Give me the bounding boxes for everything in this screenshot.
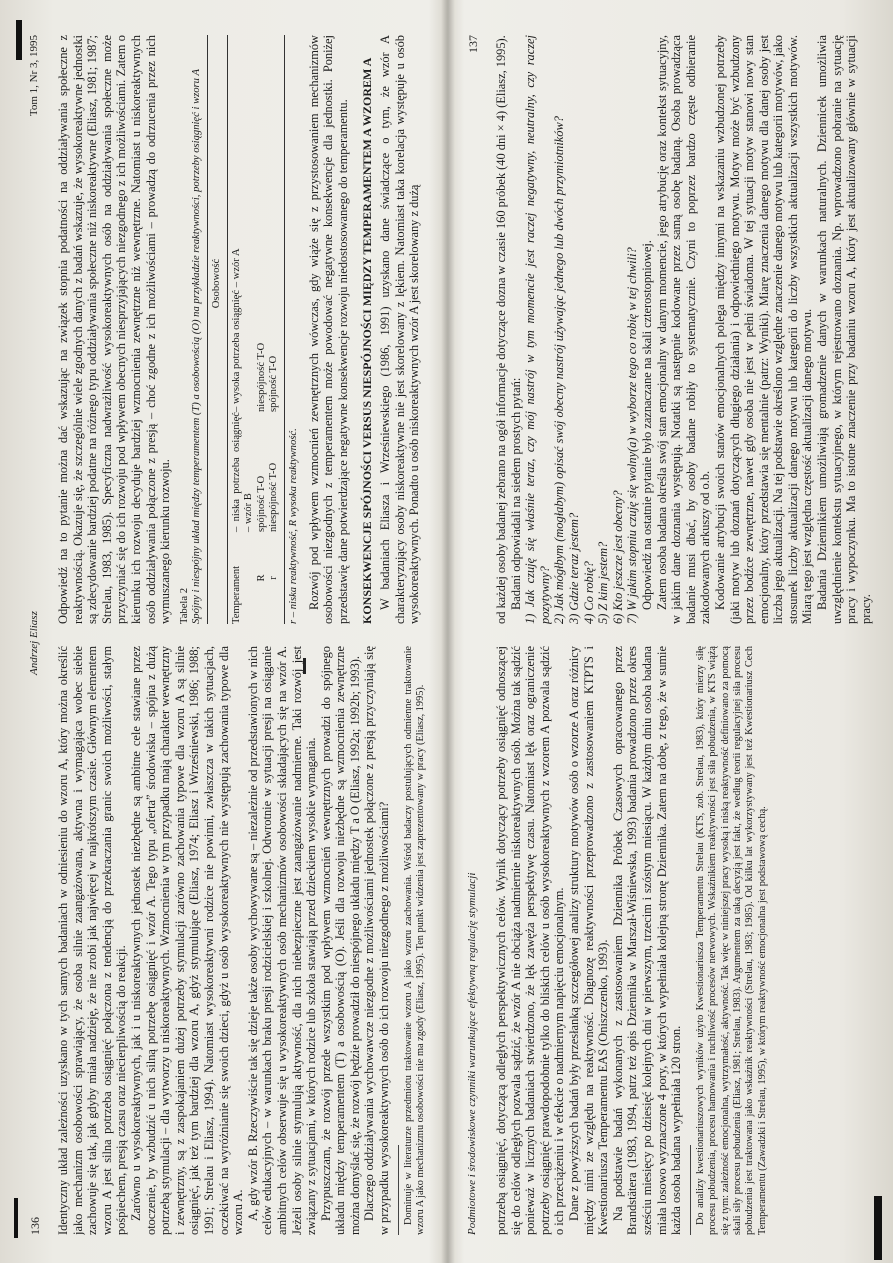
running-head-left: [28, 35, 46, 1235]
table-2: [179, 35, 301, 624]
table-cell: niespójność T-O: [268, 462, 280, 532]
table-row: [231, 35, 256, 624]
book-binding-shadow: [441, 0, 455, 1263]
right-column-2: [494, 35, 880, 624]
paragraph: Identyczny układ zależności uzyskano w tych samych badaniach w odniesieniu do wzoru A, który można określić jako mechanizm osobowości sprawiający, że osoba silnie zaangażowana, aktywna i wymagająca wobec siebie zachowuje się tak, jak gdyby miała nadzieję, że nie zrobi jak najwięcej w najkrótszym czasie. Głównym elementem wzoru A jest silna potrzeba osiągnięć połączona z tendencją do przekraczania granic swoich możliwości, stałym pośpiechem, presją czasu oraz niecierpliwością do reakcji.: [56, 646, 129, 1235]
table-cell: spójność T-O: [268, 355, 280, 412]
paragraph: Dlaczego oddziaływania wychowawcze niezgodne z możliwościami jednostek połączone z presją przyczyniają się w przypadku wysokoreaktywnych osób do ich rozwoju niezgodnego z możliwościami?: [362, 646, 392, 1235]
table-row-label: R: [255, 574, 267, 582]
paragraph: potrzebą osiągnięć, dotyczącą odległych perspektywicznych celów. Wynik dotyczący potrzeby osiągnięć odnoszącej się do celów odległych pozwala sądzić, że wzór A nie obciąża nadmiernie niskoreaktywnych osób. Można tak sądzić ponieważ w licznych badaniach stwierdzono, że lęk zawęża perspektywę czasu. Natomiast lęk oraz ograniczenie potrzeby osiągnięć prawdopodobnie tylko do bliskich celów u osób wysokoreaktywnych z wzorem A pozwala sądzić o ich przeciążeniu i w efekcie o nadmiernym napięciu emocjonalnym.: [494, 646, 567, 1235]
footnote: Dominuje w literaturze przedmiotu traktowanie wzoru A jako wzoru zachowania. Wśród badaczy postulujących odmienne traktowanie wzoru A jako mechanizmu osobowości nie ma zgody (Eliasz, 1995). Ten punkt widzenia jest zaprezentowany w pracy (Eliasz, 1995).: [402, 646, 427, 1235]
paragraph: Rozwój pod wpływem wzmocnień zewnętrznych wówczas, gdy wiąże się z przystosowaniem mechanizmów osobowości niezgodnych z temperamentem może powodować negatywne konsekwencje dla jednostki. Poniżej przedstawię dane potwierdzające negatywne konsekwencje rozwoju niedostosowanego do temperamentu.: [306, 35, 350, 624]
table-cell: – niska potrzeba osiągnięć – wzór B: [230, 412, 255, 532]
table-note: r – niska reaktywność, R wysoka reaktywność.: [287, 428, 299, 624]
paragraph: Zarówno u wysokoreaktywnych, jak i u niskoreaktywnych jednostek niezbędne są ambitne cele stawiane przez otoczenie, by wzbudzić u nich silną potrzebę osiągnięć i wzór A. Tego typu „oferta” środowiska – spójna z dużą potrzebą stymulacji – dla wytworzy u niskoreaktywnych. Wzmocnienia w tym przypadku mają charakter wewnętrzny i zewnętrzny, są z zaspokajaniem dużej potrzeby stymulacji zarówno zachowania typowe dla wzoru A są silnie osiągnięć, jak też tym bardziej dla wzoru A, gdyż stymulujące (Eliasz, 1974; Eliasz i Wrześniewski, 1986; 1988; 1991; Strelau i Eliasz, 1994). Natomiast wysokoreaktywni rodzice nie powinni, zwłaszcza w takich sytuacjach, oczekiwać na wyróżnianie się swoich dzieci, gdyż u osób wysokoreaktywnych nie występują zachowania typowe dla wzoru A.: [128, 646, 246, 1235]
paragraph: Badania Dziennikiem umożliwiają gromadzenie danych w warunkach naturalnych. Dziennicek umożliwia uwzględnienie kontekstu sytuacyjnego, w którym rejestrowano doznania. Np. wprowadzono pobranie na sytuację pracy i wypoczynku. Ma to istotne znaczenie przy badaniu wzoru A, który jest aktualizowany głównie w sytuacji pracy.: [815, 35, 873, 624]
paragraph: Odpowiedź na to pytanie można dać wskazując na związek stopnia podatności na oddziaływania społeczne z reaktywnością. Okazuje się, że szczególnie wiele zgodnych danych z badań wskazuje, że wysokoreaktywne jednostki są zdecydowanie bardziej podatne na różnego typu oddziaływania społeczne niż niskoreaktywne (Eliasz, 1981; 1987; Strelau, 1983, 1985). Specyficzna nadwrażliwość wysokoreaktywnych osób na oddziaływania społeczne może przyczyniać się do ich rozwoju pod wpływem obecnych niesprzyjających niezgodnego z ich możliwościami. Zatem o kierunku ich rozwoju decyduje bardziej wzmocnienia zewnętrzne niż wewnętrzne. Natomiast u niskoreaktywnych osób oddziaływania połączone z presją – choć zgodne z ich możliwościami – prowadzą do odrzucenia przez nich wymuszanego kierunku rozwoju.: [56, 35, 173, 624]
left-page-columns: [56, 35, 442, 1235]
table-cell: – wysoka potrzeba osiągnięć – wzór A: [230, 248, 242, 412]
paragraph: Badani odpowiadali na siedem prostych pytań:: [508, 377, 523, 610]
table-header-row: [211, 35, 224, 624]
page-number-left: 136: [28, 1217, 42, 1235]
table-row: [268, 35, 281, 624]
table-subtitle: Spójny i niespójny układ między temperamentem (T) a osobowością (O) na przykładzie reaktywności, potrzeby osiągnięć i wzoru A: [191, 69, 203, 624]
left-column-2: [56, 35, 442, 624]
question-item: 4) Co robię?: [581, 561, 596, 624]
table-rule: [207, 35, 208, 624]
table-row-label: r: [268, 576, 280, 580]
question-item: 1) Jak czuję się właśnie teraz, czy mój nastrój w tym momencie jest raczej negatywny, neutralny, czy raczej pozytywny?: [523, 35, 552, 624]
running-head-right: [466, 35, 484, 1235]
question-item: 5) Z kim jestem?: [596, 541, 611, 624]
paragraph: Na podstawie badań wykonanych z zastosowaniem Dziennika Próbek Czasowych opracowanego przez Brandstätera (1983, 1994, patrz też opis Dziennika w Marszał-Wiśniewska, 1993) badania prowadzono przez okres sześciu miesięcy po dziesięć kolejnych dni w pierwszym, trzecim i szóstym miesiącu. W każdym dniu osoba badana miała losowo wyznaczone 4 pory, w których wypełniała kolejną stronę Dziennika. Zatem na dobę, z tego, że w sumie każda osoba badana wypełniała 120 stron.: [610, 646, 684, 1235]
section-title: KONSEKWENCJE SPÓJNOŚCI VERSUS NIESPÓJNOŚCI MIĘDZY TEMPERAMENTEM A WZOREM A: [360, 57, 375, 624]
paragraph: od każdej osoby badanej zebrano na ogół informacje dotyczące dozna w czasie 160 próbek (40 dni × 4) (Eliasz, 1995).: [494, 35, 508, 624]
paragraph: A, gdy wzór B. Rzeczywiście tak się dzieje także osoby wychowywane są – niezależnie od przedstawionych w nich celów edukacyjnych – w warunkach braku presji rodzicielskiej i szkolnej. Odwrotnie w sytuacji presji na osiąganie ambitnych celów obserwuje się u wysokoreaktywnych osób mechanizmów osobowości składających się na wzór A. Jeżeli osoby silnie stymulują aktywność, dla nich niebezpieczne jest zaangażowanie nadmierne. Taki rozwój jest związany z sytuacjami, w których rodzice lub szkoła stawiają przed dzieckiem wysokie wymagania.: [245, 646, 319, 1235]
footnote-rule: [690, 1145, 691, 1235]
table-row-label: Temperament: [230, 565, 242, 624]
paragraph: Przypuszczam, że rozwój przede wszystkim pod wpływem wzmocnień wewnętrznych prowadzi do spójnego układu między temperamentem (T) a osobowością (O). Jeśli dla rozwoju niezbędne są wzmocnienia zewnętrzne można domyślać się, że rozwój będzie prowadził do niespójnego układu między T a O (Eliasz, 1992a; 1992b; 1993).: [318, 646, 362, 1235]
question-item: 7) W jakim stopniu czuję się wolny(a) w wyborze tego co robię w tej chwili?: [625, 247, 640, 624]
paragraph: W badaniach Eliasza i Wrześniewskiego (1986, 1991) uzyskano dane świadczące o tym, że wzór A charakteryzujący osoby niskoreaktywne nie jest skorelowany z lękiem. Natomiast taka korelacja występuje u osób wysokoreaktywnych. Ponadto u osób niskoreaktywnych wzór A jest skorelowany z dużą: [378, 35, 422, 624]
paragraph: Odpowiedź na ostatnie pytanie było zaznaczane na skali czterostopniowej.: [639, 240, 654, 610]
table-cell: spójność T-O: [255, 475, 267, 532]
footnote-rule: [398, 1145, 399, 1235]
paragraph: Zatem osoba badana określa swój stan emocjonalny w danym momencie, jego atrybucję oraz kontekst sytuacyjny, w jakim dane doznania występują. Notatki są następnie kodowane przez samą osobę badaną. Osoba prowadząca badanie musi dbać, by osoby badane robiły to systematycznie. Czyni to poprzez bardzo częste odbieranie zakodowanych arkuszy od o.b.: [654, 35, 713, 624]
table-rule: [284, 35, 285, 624]
left-page: [22, 35, 442, 1235]
scan-edge-bottom-left: [14, 1198, 18, 1238]
right-page-columns: [494, 35, 880, 1235]
table-cell: niespójność T-O: [255, 342, 267, 412]
table-caption: Tabela 2: [178, 587, 190, 624]
page-number-right: 137: [466, 35, 480, 53]
running-volume: Tom 1, Nr 3, 1995: [28, 35, 40, 117]
running-author: Andrzej Eliasz: [28, 611, 40, 675]
table-rule: [227, 35, 228, 624]
question-item: 6) Kto jeszcze jest obecny?: [610, 490, 625, 624]
table-row: [256, 35, 269, 624]
paragraph: Kodowanie atrybucji swoich stanów emocjonalnych polega między innymi na wskazaniu wzbudzonej potrzeby (jaki motyw lub doznań dotyczących długiego działania) i odpowiedniego motywu. Motyw może być wzbudzony przez bodźce zewnętrzne, nawet gdy osoba nie jest w pełni świadoma. W tej sytuacji motyw stanowi nowy stan emocjonalny, który przedstawia się mentalnie (patrz: Wyniki). Miarę znaczenia danego motywu dla danej osoby jest liczba jego aktualizacji. Na tej podstawie określono względne znaczenie danego motywu lub kategorii motywów, jako stosunek liczby aktualizacji danego motywu lub kategorii do liczby wszystkich aktualizacji wszystkich motywów. Miarą tego jest względna częstość aktualizacji danego motywu.: [712, 35, 815, 624]
question-item: 3) Gdzie teraz jestem?: [566, 512, 581, 624]
right-column-1: [494, 646, 880, 1235]
paragraph: Dane z powyższych badań były przesłanką szczegółowej analizy struktury motywów osób o wzorze A oraz różnicy między nimi ze względu na reaktywność. Diagnozę reaktywności przeprowadzono z zastosowaniem KTPTS i Kwestionariusza Temperamentu EAS (Oniszczenko, 1993).: [566, 646, 611, 1235]
footnote: Do analizy kwestionariuszowych wyników użyto Kwestionariusza Temperamentu Strelau (KTS, zob. Strelau, 1983), który mierzy siłę procesu pobudzenia, procesu hamowania i ruchliwość procesów nerwowych. Wskaźnikiem reaktywności jest siła pobudzenia, w KTS wiążą się z tym: zależność emocjonalna, wytrzymałość, aktywność. Tak więc w niniejszej pracy wysoką i niską reaktywność definiowano za pomocą skali siły procesu pobudzenia (Eliasz, 1981; Strelau, 1983). Argumentem za taką decyzją jest fakt, że według teorii regulacyjnej siła procesu pobudzenia jest traktowana jako wskaźnik reaktywności (Strelau, 1983; 1985). Od kilku lat wykorzystywany jest też Kwestionariusz Cech Temperamentu (Zawadzki i Strelau, 1995), w którym reaktywność emocjonalna jest podstawową cechą.: [694, 646, 768, 1235]
running-title: Podmiotowe i środowiskowe czynniki warunkujące efektywną regulację stymulacji: [466, 872, 478, 1235]
table-header: Osobowość: [210, 258, 222, 309]
question-item: 2) Jak mógłbym (mogłabym) opisać swój obecny nastrój używając jednego lub dwóch przymiotników?: [552, 116, 567, 624]
right-page: [460, 35, 880, 1235]
left-column-1: [56, 646, 442, 1235]
